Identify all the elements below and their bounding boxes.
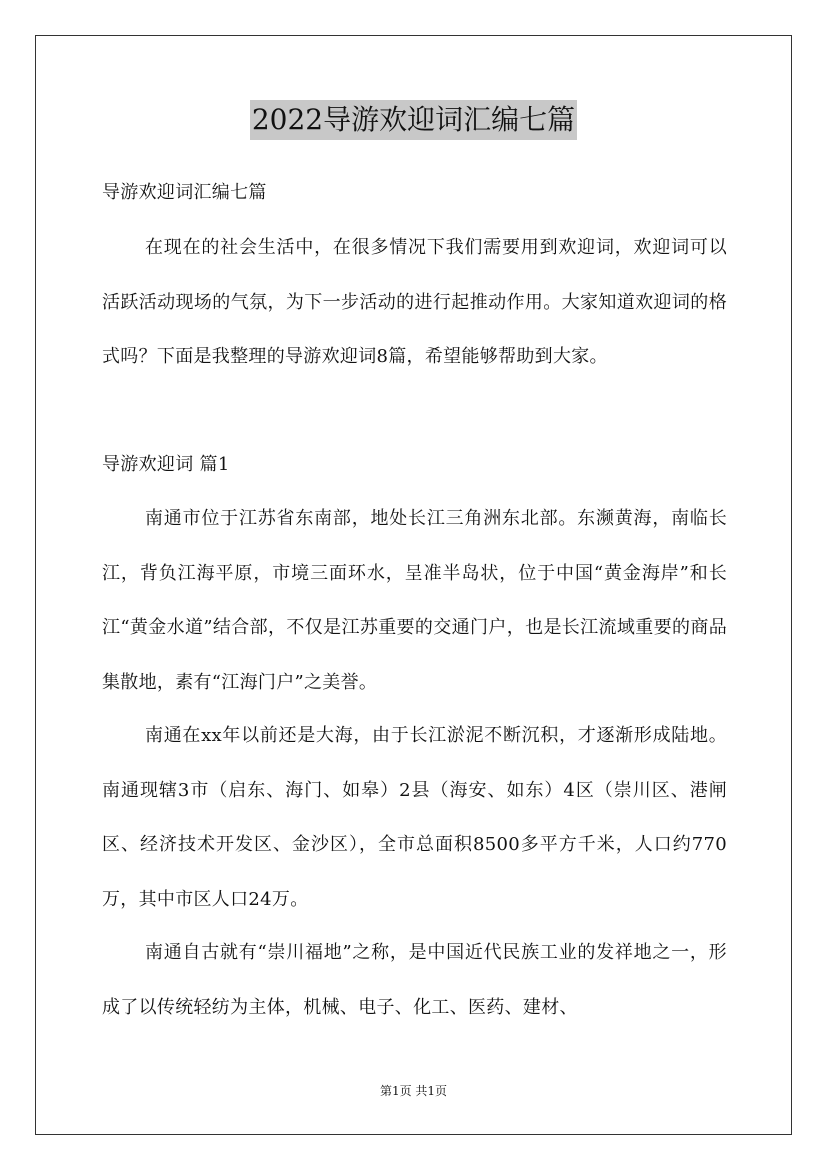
body-paragraph-3: 南通自古就有“崇川福地”之称，是中国近代民族工业的发祥地之一，形成了以传统轻纺为主体，机械、电子、化工、医药、建材、 (102, 942, 727, 1018)
body-paragraph-2: 南通在xx年以前还是大海，由于长江淤泥不断沉积，才逐渐形成陆地。南通现辖3市（启东、海门、如皋）2县（海安、如东）4区（崇川区、港闸区、经济技术开发区、金沙区），全市总面积8500多平方千米，人口约770万，其中市区人口24万。 (102, 725, 727, 910)
document-title: 2022导游欢迎词汇编七篇 (250, 100, 577, 140)
subtitle: 导游欢迎词汇编七篇 (102, 182, 267, 203)
page-footer: 第1页 共1页 (379, 1084, 448, 1098)
body-paragraph-1: 南通市位于江苏省东南部，地处长江三角洲东北部。东濒黄海，南临长江，背负江海平原，市境三面环水，呈准半岛状，位于中国“黄金海岸”和长江“黄金水道”结合部，不仅是江苏重要的交通门户，也是长江流域重要的商品集散地，素有“江海门户”之美誉。 (102, 508, 727, 693)
section-heading: 导游欢迎词 篇1 (102, 454, 230, 475)
title-container (0, 100, 827, 140)
intro-paragraph: 在现在的社会生活中，在很多情况下我们需要用到欢迎词，欢迎词可以活跃活动现场的气氛，为下一步活动的进行起推动作用。大家知道欢迎词的格式吗？下面是我整理的导游欢迎词8篇，希望能够帮助到大家。 (102, 237, 727, 367)
